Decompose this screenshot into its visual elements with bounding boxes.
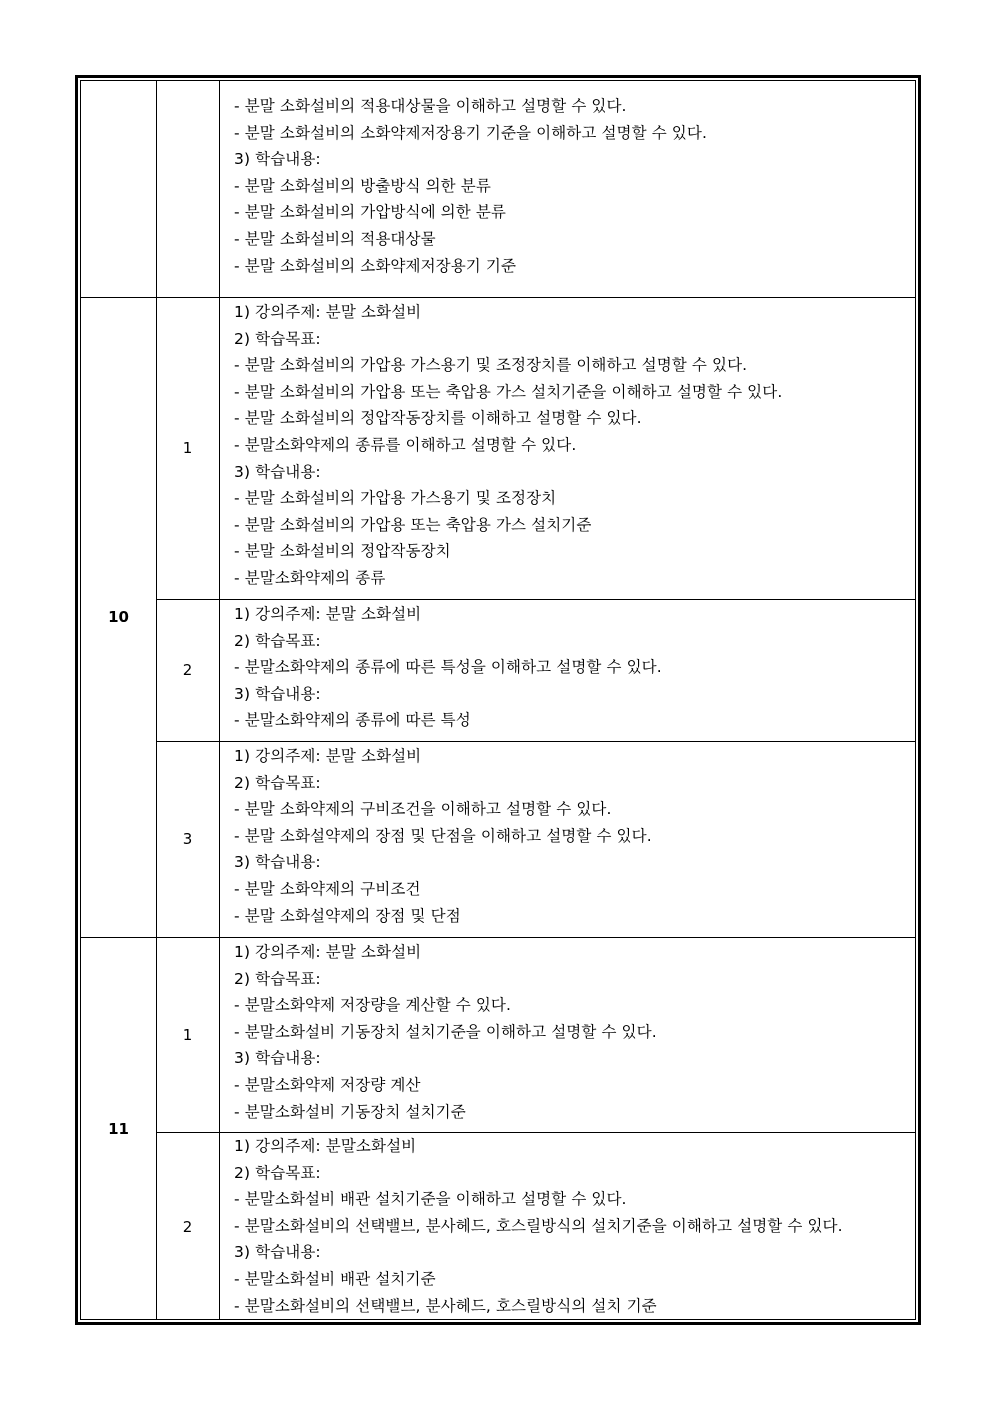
content-line: 3) 학습내용: xyxy=(234,853,321,872)
content-line: - 분말소화설비 기동장치 설치기준을 이해하고 설명할 수 있다. xyxy=(234,1022,657,1041)
content-line: - 분말소화설비의 선택밸브, 분사헤드, 호스릴방식의 설치 기준 xyxy=(234,1296,657,1315)
content-line: - 분말 소화설약제의 장점 및 단점을 이해하고 설명할 수 있다. xyxy=(234,826,652,845)
content-line: - 분말 소화설비의 소화약제저장용기 기준을 이해하고 설명할 수 있다. xyxy=(234,123,707,142)
content-line: - 분말 소화설비의 가압용 또는 축압용 가스 설치기준을 이해하고 설명할 수 있다. xyxy=(234,382,783,401)
content-line: - 분말 소화설비의 정압작동장치를 이해하고 설명할 수 있다. xyxy=(234,409,642,428)
content-line: 1) 강의주제: 분말 소화설비 xyxy=(234,747,422,765)
lecture-content xyxy=(226,299,915,592)
content-line: 2) 학습목표: xyxy=(234,969,321,988)
content-line: 3) 학습내용: xyxy=(234,1049,321,1068)
table-inner xyxy=(80,80,916,1320)
content-line: 2) 학습목표: xyxy=(234,1163,321,1182)
row-divider xyxy=(156,599,915,600)
content-line: - 분말 소화설비의 가압용 가스용기 및 조정장치를 이해하고 설명할 수 있다. xyxy=(234,356,748,375)
content-line: - 분말 소화설약제의 장점 및 단점 xyxy=(234,906,461,925)
content-line: - 분말 소화설비의 가압방식에 의한 분류 xyxy=(234,203,506,222)
session-number: 1 xyxy=(182,439,193,457)
session-number: 3 xyxy=(182,830,193,848)
lecture-content xyxy=(226,93,915,279)
content-line: - 분말 소화약제의 구비조건 xyxy=(234,879,421,898)
content-line: - 분말소화약제 저장량 계산 xyxy=(234,1075,421,1094)
lecture-content xyxy=(226,601,915,734)
content-line: - 분말소화설비 배관 설치기준 xyxy=(234,1269,436,1288)
lecture-content xyxy=(226,743,915,929)
week-number: 11 xyxy=(108,1120,129,1138)
column-divider-session xyxy=(219,81,220,1319)
content-line: 1) 강의주제: 분말 소화설비 xyxy=(234,943,422,961)
content-line: - 분말 소화설비의 정압작동장치 xyxy=(234,542,451,561)
session-number: 2 xyxy=(182,1217,193,1236)
content-line: 3) 학습내용: xyxy=(234,684,321,703)
content-line: 2) 학습목표: xyxy=(234,631,321,650)
content-line: 1) 강의주제: 분말 소화설비 xyxy=(234,605,422,623)
content-line: - 분말소화설비의 선택밸브, 분사헤드, 호스릴방식의 설치기준을 이해하고 설명할 수 있다. xyxy=(234,1216,843,1235)
row-divider xyxy=(156,741,915,742)
content-line: - 분말소화약제의 종류에 따른 특성을 이해하고 설명할 수 있다. xyxy=(234,658,662,677)
content-line: - 분말 소화설비의 적용대상물을 이해하고 설명할 수 있다. xyxy=(234,97,627,115)
content-line: - 분말 소화약제의 구비조건을 이해하고 설명할 수 있다. xyxy=(234,800,612,819)
content-line: - 분말소화약제의 종류에 따른 특성 xyxy=(234,711,471,730)
content-line: - 분말소화약제의 종류를 이해하고 설명할 수 있다. xyxy=(234,435,577,454)
content-line: - 분말 소화설비의 방출방식 의한 분류 xyxy=(234,176,491,195)
content-line: - 분말소화약제의 종류 xyxy=(234,568,386,587)
content-line: 3) 학습내용: xyxy=(234,150,321,169)
content-line: - 분말소화설비 배관 설치기준을 이해하고 설명할 수 있다. xyxy=(234,1190,627,1209)
content-line: - 분말 소화설비의 가압용 또는 축압용 가스 설치기준 xyxy=(234,515,592,534)
session-number: 1 xyxy=(182,1025,193,1044)
content-line: 2) 학습목표: xyxy=(234,773,321,792)
lecture-content xyxy=(226,1133,915,1319)
content-line: 3) 학습내용: xyxy=(234,462,321,481)
lecture-content xyxy=(226,939,915,1125)
week-number: 10 xyxy=(108,608,129,626)
content-line: - 분말 소화설비의 적용대상물 xyxy=(234,229,436,248)
content-line: 1) 강의주제: 분말소화설비 xyxy=(234,1137,417,1155)
content-line: 3) 학습내용: xyxy=(234,1243,321,1262)
content-line: - 분말 소화설비의 가압용 가스용기 및 조정장치 xyxy=(234,489,557,508)
syllabus-table xyxy=(75,75,921,1325)
session-number: 2 xyxy=(182,661,193,679)
content-line: - 분말 소화설비의 소화약제저장용기 기준 xyxy=(234,256,517,275)
content-line: - 분말소화약제 저장량을 계산할 수 있다. xyxy=(234,996,512,1015)
content-line: - 분말소화설비 기동장치 설치기준 xyxy=(234,1102,466,1121)
content-line: 1) 강의주제: 분말 소화설비 xyxy=(234,303,422,321)
content-line: 2) 학습목표: xyxy=(234,329,321,348)
